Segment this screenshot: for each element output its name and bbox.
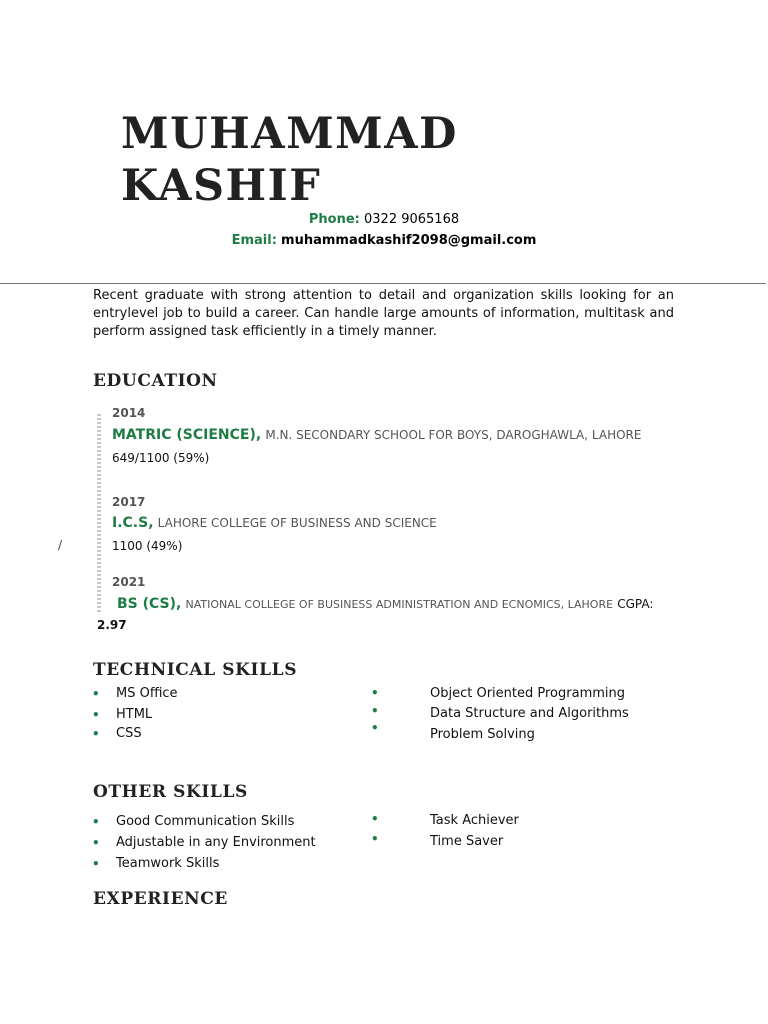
- education-degree-line: [117, 596, 653, 612]
- candidate-name: [121, 108, 458, 212]
- education-year: 2017: [112, 495, 146, 509]
- bullet-icon: •: [371, 812, 379, 826]
- skill-item: Teamwork Skills: [116, 856, 220, 871]
- skill-item: HTML: [116, 707, 153, 722]
- skill-item: CSS: [116, 726, 142, 741]
- education-heading: EDUCATION: [93, 371, 218, 391]
- bullet-icon: •: [92, 708, 100, 722]
- bullet-icon: •: [92, 857, 100, 871]
- bullet-icon: •: [92, 836, 100, 850]
- technical-skills-heading: TECHNICAL SKILLS: [93, 660, 298, 680]
- skill-item: MS Office: [116, 686, 178, 701]
- bullet-icon: •: [371, 721, 379, 735]
- email-label: Email:: [231, 233, 277, 248]
- summary-paragraph: Recent graduate with strong attention to detail and organization skills looking for an entrylevel job to build a career. Can handle large amounts of information, multitask and perform assigned task efficiently in a timely manner.: [93, 288, 674, 339]
- phone-label: Phone:: [308, 212, 360, 227]
- education-year: 2014: [112, 406, 146, 420]
- degree-name: BS (CS),: [117, 596, 182, 612]
- education-year: 2021: [112, 575, 146, 589]
- experience-heading: EXPERIENCE: [93, 889, 228, 909]
- name-line-2: KASHIF: [121, 161, 322, 211]
- header-divider: [0, 283, 766, 284]
- skill-item: Adjustable in any Environment: [116, 835, 316, 850]
- cgpa-label: CGPA:: [617, 597, 654, 611]
- bullet-icon: •: [371, 704, 379, 718]
- education-degree-line: [112, 427, 641, 443]
- phone-line: [0, 212, 768, 227]
- other-skills-heading: OTHER SKILLS: [93, 782, 248, 802]
- skill-item: Time Saver: [430, 834, 504, 849]
- education-timeline: [97, 414, 101, 614]
- education-grade: 2.97: [97, 618, 127, 632]
- name-line-1: MUHAMMAD: [121, 109, 458, 159]
- bullet-icon: •: [92, 815, 100, 829]
- bullet-icon: •: [92, 727, 100, 741]
- education-grade: 649/1100 (59%): [112, 451, 210, 465]
- education-grade: 1100 (49%): [112, 539, 183, 553]
- skill-item: Good Communication Skills: [116, 814, 295, 829]
- stray-mark: /: [58, 538, 63, 552]
- degree-name: MATRIC (SCIENCE),: [112, 427, 262, 443]
- skill-item: Object Oriented Programming: [430, 686, 625, 701]
- email-line: [0, 233, 768, 248]
- institution-name: M.N. SECONDARY SCHOOL FOR BOYS, DAROGHAWLA, LAHORE: [265, 428, 642, 442]
- bullet-icon: •: [92, 687, 100, 701]
- bullet-icon: •: [371, 686, 379, 700]
- skill-item: Data Structure and Algorithms: [430, 706, 629, 721]
- institution-name: LAHORE COLLEGE OF BUSINESS AND SCIENCE: [157, 516, 437, 530]
- skill-item: Task Achiever: [430, 813, 519, 828]
- education-degree-line: [112, 515, 437, 531]
- phone-number: 0322 9065168: [364, 212, 460, 227]
- skill-item: Problem Solving: [430, 727, 535, 742]
- bullet-icon: •: [371, 832, 379, 846]
- degree-name: I.C.S,: [112, 515, 154, 531]
- institution-name: NATIONAL COLLEGE OF BUSINESS ADMINISTRATION AND ECNOMICS, LAHORE: [185, 598, 614, 611]
- email-address[interactable]: muhammadkashif2098@gmail.com: [281, 233, 537, 248]
